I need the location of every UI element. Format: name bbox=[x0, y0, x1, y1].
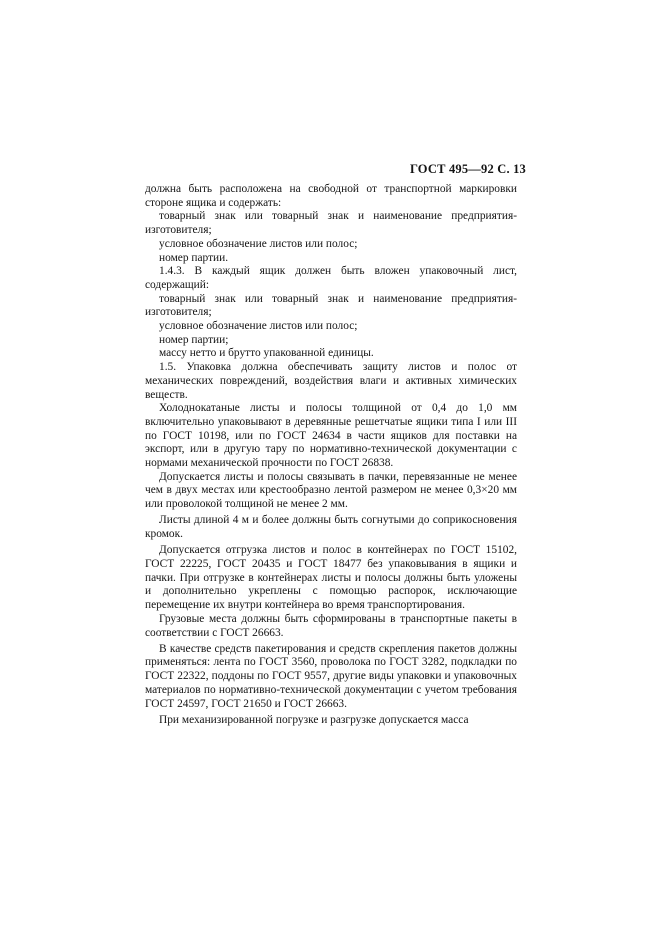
list-item: товарный знак или товарный знак и наименование предприятия-изготовителя; bbox=[145, 292, 517, 319]
paragraph: При механизированной погрузке и разгрузке допускается масса bbox=[159, 713, 469, 726]
list-item: массу нетто и брутто упакованной единицы. bbox=[159, 347, 374, 360]
paragraph: Допускается отгрузка листов и полос в контейнерах по ГОСТ 15102, ГОСТ 22225, ГОСТ 20435 и ГОСТ 18477 без упаковывания в ящики и пачки. При отгрузке в контейнерах листы и полосы должны быть уложены и дополнительно укреплены с помощью распорок, исключающие перемещение их внутри контейнера во время транспортирования. bbox=[145, 544, 517, 612]
paragraph: должна быть расположена на свободной от транспортной маркировки стороне ящика и содержать: bbox=[145, 183, 517, 209]
clause-1-5: 1.5. Упаковка должна обеспечивать защиту листов и полос от механических повреждений, воздействия влаги и активных химических веществ. bbox=[145, 361, 517, 401]
list-item: номер партии; bbox=[159, 333, 229, 346]
paragraph: Холоднокатаные листы и полосы толщиной от 0,4 до 1,0 мм включительно упаковывают в деревянные решетчатые ящики типа I или III по ГОСТ 10198, или по ГОСТ 24634 в части ящиков для поставки на экспорт, или в другую тару по нормативно-технической документации с нормами механической прочности по ГОСТ 26838. bbox=[145, 402, 517, 470]
paragraph: Допускается листы и полосы связывать в пачки, перевязанные не менее чем в двух местах или крестообразно лентой размером не менее 0,3×20 мм или проволокой толщиной не менее 2 мм. bbox=[145, 470, 517, 511]
list-item: товарный знак или товарный знак и наименование предприятия-изготовителя; bbox=[145, 210, 517, 237]
clause-1-4-3: 1.4.3. В каждый ящик должен быть вложен упаковочный лист, содержащий: bbox=[145, 265, 517, 291]
list-item: условное обозначение листов или полос; bbox=[159, 320, 358, 333]
paragraph: В качестве средств пакетирования и средств скрепления пакетов должны применяться: лента по ГОСТ 3560, проволока по ГОСТ 3282, подкладки по ГОСТ 22322, поддоны по ГОСТ 9557, другие виды упаковки и упаковочных материалов по нормативно-технической документации с учетом требования ГОСТ 24597, ГОСТ 21650 и ГОСТ 26663. bbox=[145, 642, 517, 710]
document-body bbox=[145, 183, 517, 727]
page-header: ГОСТ 495—92 С. 13 bbox=[409, 162, 526, 176]
paragraph: Листы длиной 4 м и более должны быть согнутыми до соприкосновения кромок. bbox=[145, 514, 517, 541]
list-item: номер партии. bbox=[159, 251, 229, 264]
list-item: условное обозначение листов или полос; bbox=[159, 237, 358, 250]
paragraph: Грузовые места должны быть сформированы в транспортные пакеты в соответствии с ГОСТ 26663. bbox=[145, 612, 517, 639]
